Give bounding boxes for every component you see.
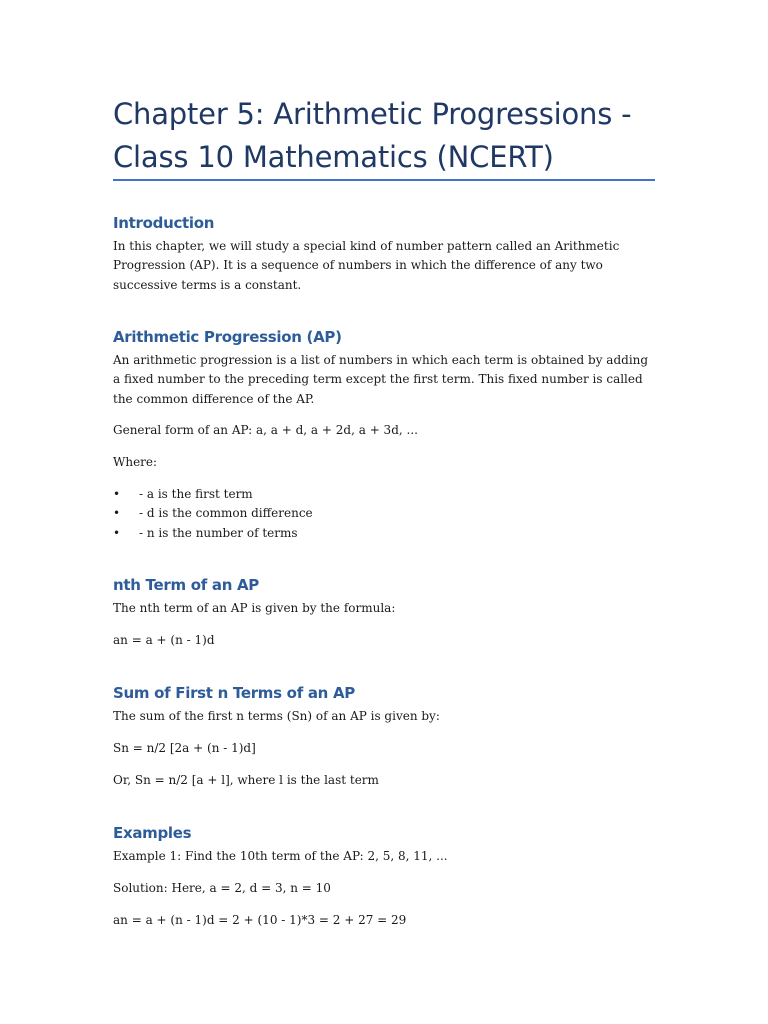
ap-general-form: General form of an AP: a, a + d, a + 2d, a + 3d, ... bbox=[113, 423, 418, 437]
bullet-icon: • bbox=[113, 506, 121, 521]
title-underline bbox=[113, 179, 655, 181]
example-1-question: Example 1: Find the 10th term of the AP: 2, 5, 8, 11, ... bbox=[113, 849, 448, 863]
document-title: Chapter 5: Arithmetic Progressions - Class 10 Mathematics (NCERT) bbox=[113, 97, 632, 174]
sum-heading: Sum of First n Terms of an AP bbox=[113, 684, 355, 702]
list-item-text: - a is the first term bbox=[139, 487, 253, 501]
bullet-icon: • bbox=[113, 525, 121, 540]
sum-alt-formula: Or, Sn = n/2 [a + l], where l is the last term bbox=[113, 773, 379, 787]
ap-paragraph: An arithmetic progression is a list of numbers in which each term is obtained by adding a fixed number to the preceding term except the first term. This fixed number is called the common difference of the AP. bbox=[113, 353, 649, 406]
bullet-icon: • bbox=[113, 487, 121, 501]
example-1-solution: Solution: Here, a = 2, d = 3, n = 10 bbox=[113, 881, 331, 895]
ap-heading: Arithmetic Progression (AP) bbox=[113, 328, 342, 346]
list-item bbox=[113, 504, 658, 523]
example-1-computation: an = a + (n - 1)d = 2 + (10 - 1)*3 = 2 + 27 = 29 bbox=[113, 913, 407, 927]
introduction-heading: Introduction bbox=[113, 214, 215, 232]
examples-heading: Examples bbox=[113, 824, 192, 842]
ap-terms-list bbox=[113, 485, 658, 543]
list-item-text: - n is the number of terms bbox=[139, 525, 298, 540]
ap-where-label: Where: bbox=[113, 455, 158, 469]
list-item bbox=[113, 485, 658, 504]
nth-term-heading: nth Term of an AP bbox=[113, 576, 259, 594]
introduction-paragraph: In this chapter, we will study a special kind of number pattern called an Arithmetic Progression (AP). It is a sequence of numbers in which the difference of any two successive terms is a constant. bbox=[113, 239, 620, 292]
sum-formula: Sn = n/2 [2a + (n - 1)d] bbox=[113, 741, 256, 755]
list-item bbox=[113, 524, 658, 543]
nth-term-formula: an = a + (n - 1)d bbox=[113, 633, 215, 647]
nth-term-paragraph: The nth term of an AP is given by the formula: bbox=[113, 601, 396, 615]
list-item-text: - d is the common difference bbox=[139, 506, 313, 521]
sum-paragraph: The sum of the first n terms (Sn) of an AP is given by: bbox=[113, 709, 440, 723]
